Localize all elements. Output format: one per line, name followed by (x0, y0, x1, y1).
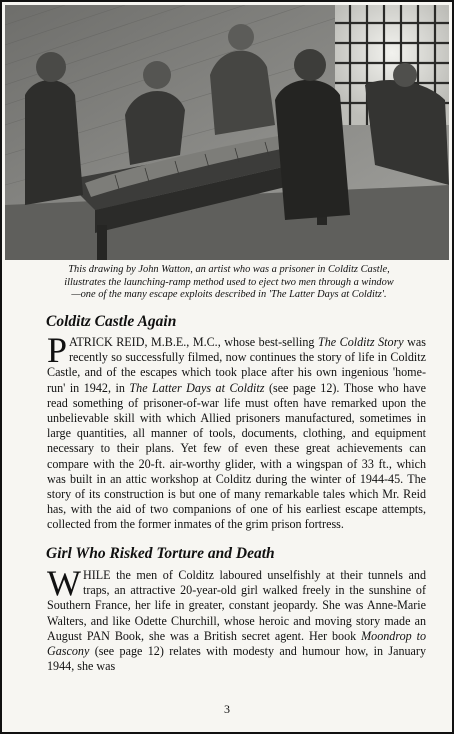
article-body-girl: WHILE the men of Colditz laboured unselfishly at their tunnels and traps, an attractive 20-year-old girl walked freely in the sunshine of Southern France, her life in greater, constant jeopardy. She was Anne-Marie Walters, and like Odette Churchill, whose heroic and moving story made an August PAN Book, she was a British secret agent. Her book Moondrop to Gascony (see page 12) relates with modesty and humour how, in January 1944, she was (47, 563, 426, 674)
escape-illustration (5, 5, 449, 260)
drop-cap: W (47, 563, 81, 603)
caption-line-2: illustrates the launching-ramp method used to eject two men through a window (64, 276, 394, 288)
caption-line-3: —one of the many escape exploits described in 'The Latter Days at Colditz'. (71, 289, 387, 301)
book-title: Moondrop to Gascony (47, 628, 426, 659)
page-number: 3 (224, 702, 230, 716)
drop-cap: P (47, 330, 68, 370)
escape-drawing-graphic (5, 5, 449, 260)
book-title: The Colditz Story (317, 335, 404, 349)
book-title: The Latter Days at Colditz (129, 380, 265, 395)
article-heading-colditz: Colditz Castle Again (46, 313, 177, 330)
article-heading-girl: Girl Who Risked Torture and Death (46, 545, 275, 562)
illustration-caption (22, 264, 436, 302)
caption-line-1: This drawing by John Watton, an artist who was a prisoner in Colditz Castle, (68, 264, 390, 275)
article-body-colditz: PATRICK REID, M.B.E., M.C., whose best-selling The Colditz Story was recently so successfully filmed, now continues the story of life in Colditz Castle, and of the escapes which took place after his own ingenious 'home-run' in 1942, in The Latter Days at Colditz (see page 12). Those who have read something of prisoner-of-war life must often have remarked upon the unbelievable skill with which Allied prisoners manufactured, sometimes in large quantities, all manner of tools, documents, clothing, and equipment necessary to their plans. Yet few of even these great achievements can compare with the 20-ft. air-worthy glider, with a wingspan of 33 ft., which was built in an attic workshop at Colditz during the winter of 1944-45. The story of its construction is but one of many remarkable tales which Mr. Reid has, with the aid of two companions of one of his earliest escape attempts, collected from the former inmates of the grim prison fortress. (47, 330, 427, 532)
